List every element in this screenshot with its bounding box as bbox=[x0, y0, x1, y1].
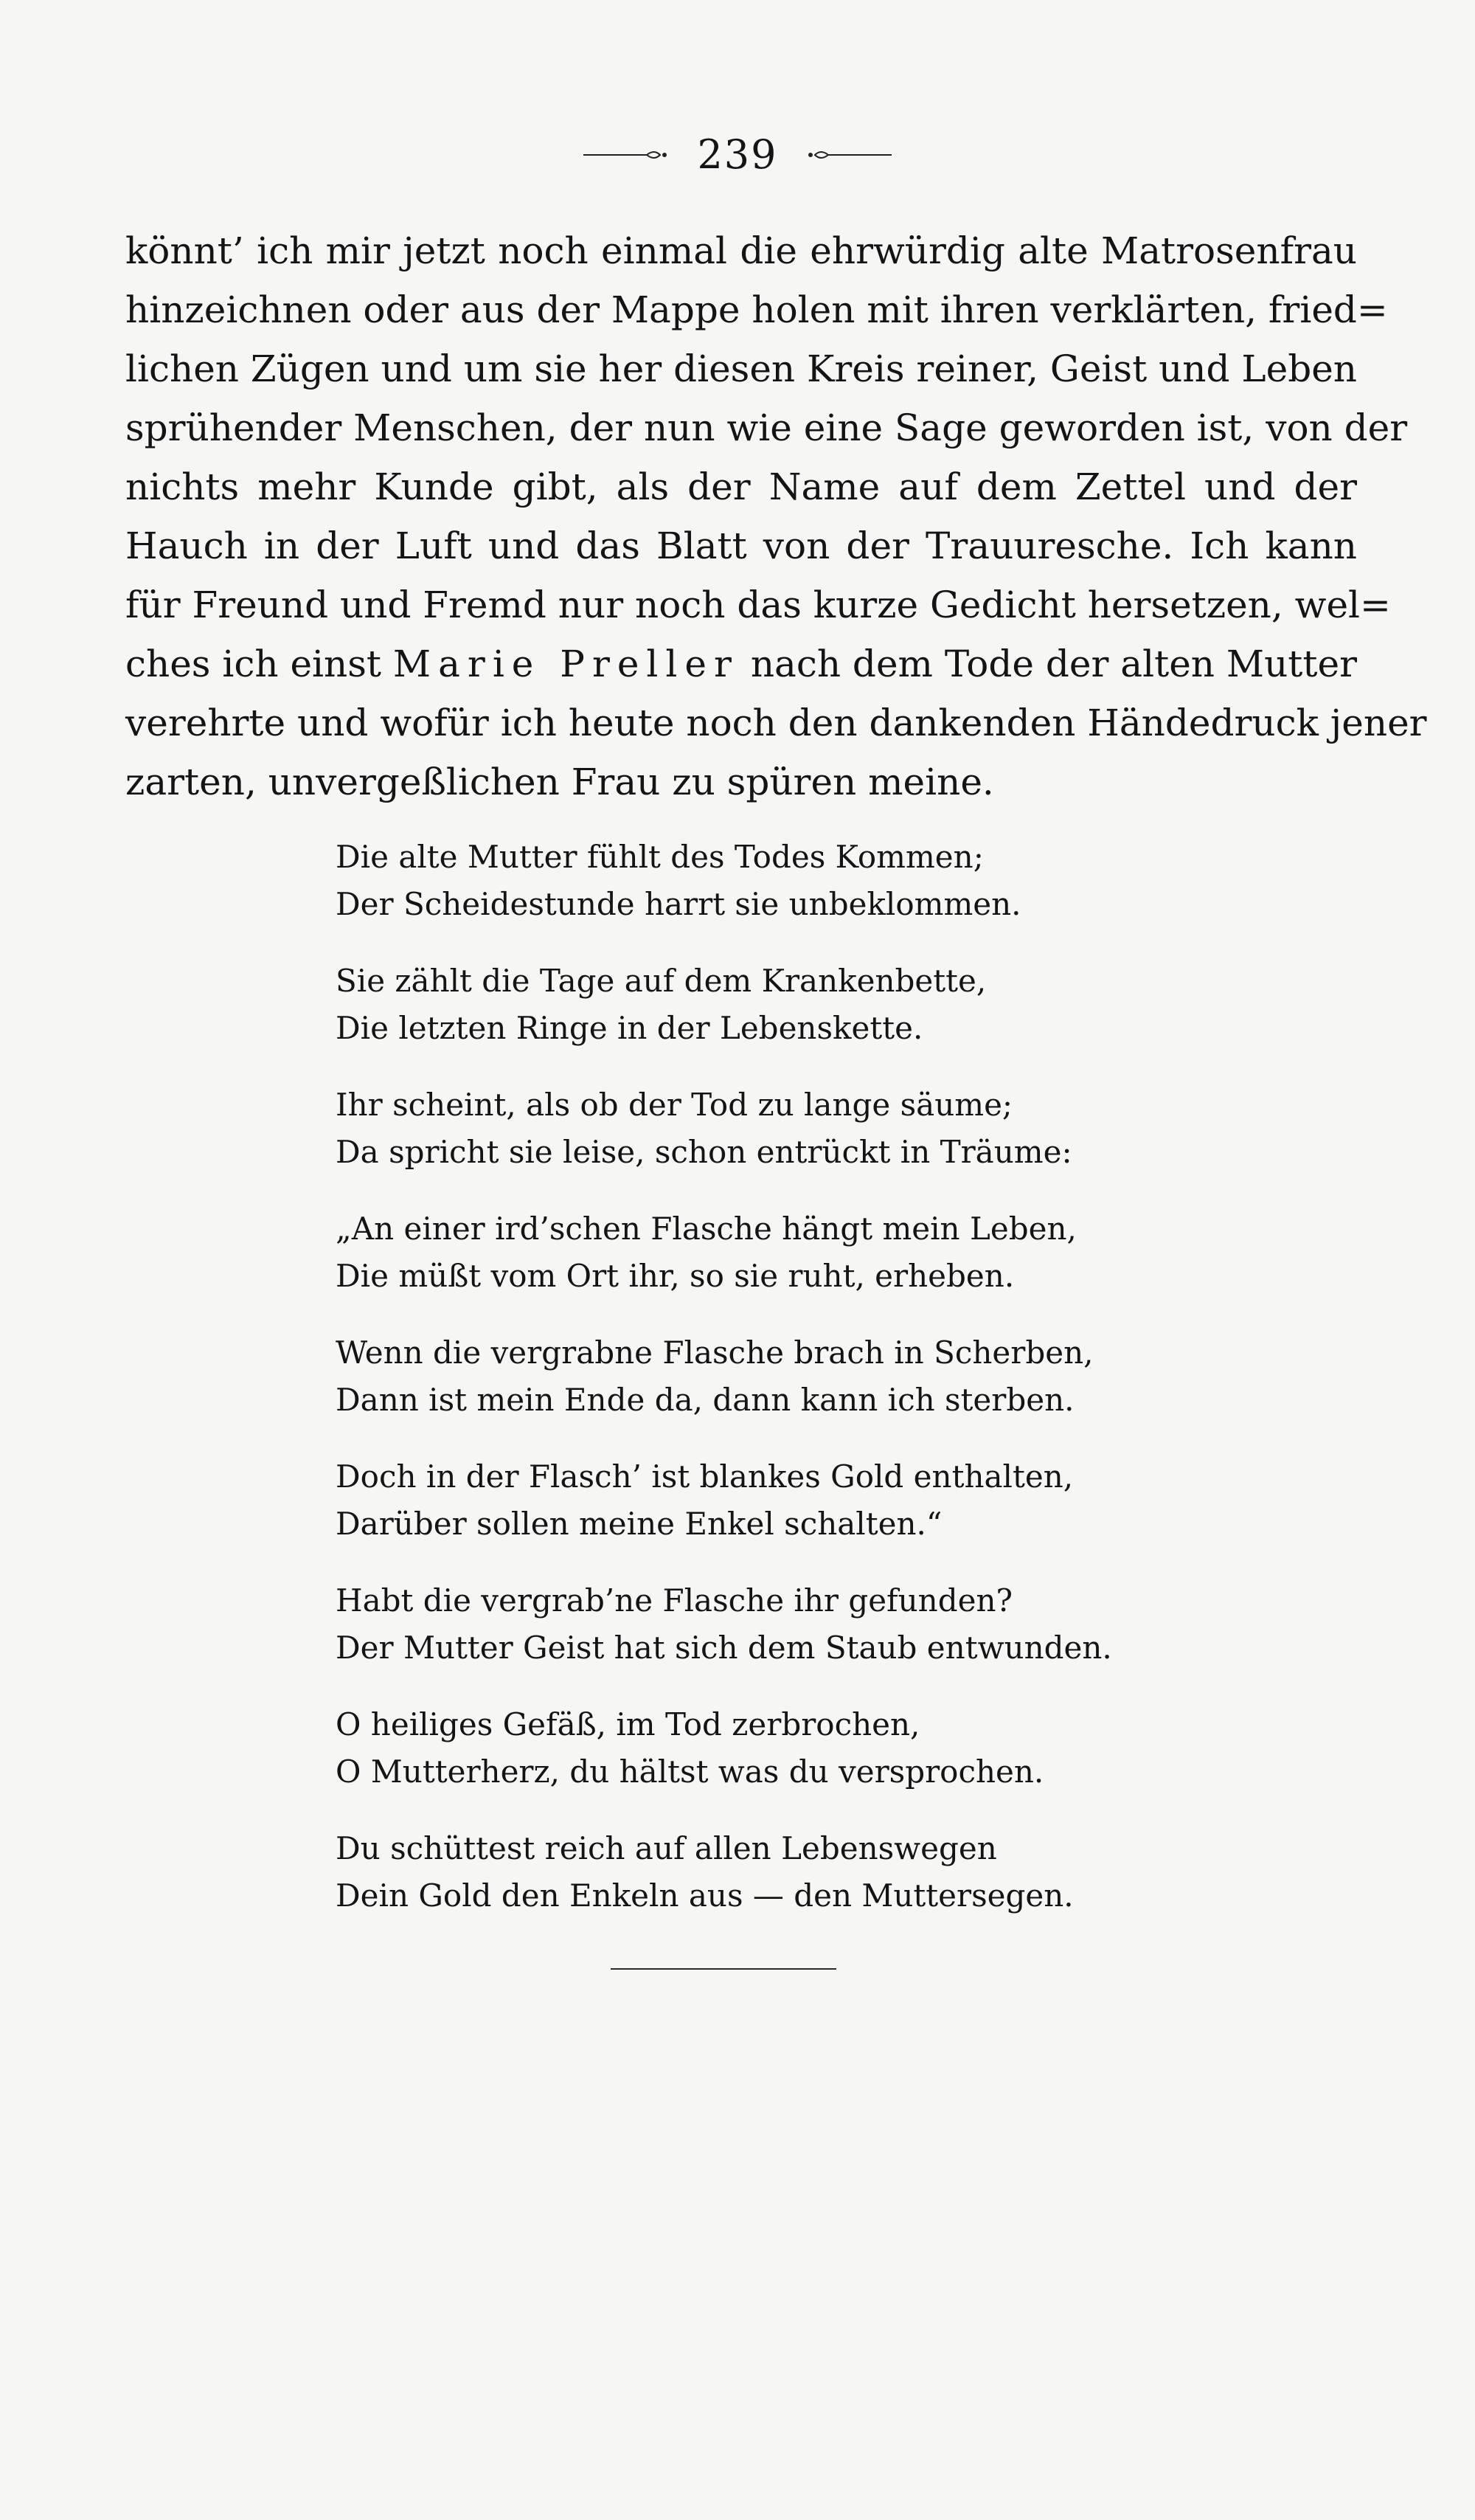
poem-stanza bbox=[336, 1329, 1294, 1424]
poem-line: Der Mutter Geist hat sich dem Staub entwunden. bbox=[336, 1630, 1112, 1666]
page-number: 239 bbox=[697, 131, 778, 178]
poem-line: Da spricht sie leise, schon entrückt in Träume: bbox=[336, 1134, 1072, 1170]
prose-fragment: ches ich einst bbox=[125, 643, 381, 685]
poem-stanza bbox=[336, 1453, 1294, 1548]
prose-line: für Freund und Fremd nur noch das kurze Gedicht hersetzen, wel= bbox=[125, 584, 1391, 626]
poem-line: O Mutterherz, du hältst was du versprochen. bbox=[336, 1754, 1044, 1790]
poem-stanza bbox=[336, 958, 1294, 1052]
poem-line: Die alte Mutter fühlt des Todes Kommen; bbox=[336, 839, 984, 875]
poem-line: „An einer ird’schen Flasche hängt mein Leben, bbox=[336, 1211, 1077, 1247]
poem-stanza bbox=[336, 834, 1294, 928]
poem-line: Ihr scheint, als ob der Tod zu lange säume; bbox=[336, 1087, 1013, 1123]
poem-line: Du schüttest reich auf allen Lebenswegen bbox=[336, 1830, 997, 1866]
poem-stanza bbox=[336, 1081, 1294, 1176]
right-ornament-icon bbox=[803, 148, 892, 162]
prose-line: sprühender Menschen, der nun wie eine Sage geworden ist, von der bbox=[125, 406, 1408, 449]
end-rule bbox=[611, 1968, 836, 1970]
poem-line: Wenn die vergrabne Flasche brach in Scherben, bbox=[336, 1335, 1094, 1371]
left-ornament-icon bbox=[583, 148, 672, 162]
poem-line: Habt die vergrab’ne Flasche ihr gefunden? bbox=[336, 1582, 1013, 1619]
prose-line-with-name bbox=[125, 634, 1357, 693]
poem-line: Dein Gold den Enkeln aus — den Muttersegen. bbox=[336, 1877, 1074, 1914]
page-header bbox=[0, 125, 1475, 184]
poem-stanza bbox=[336, 1577, 1294, 1672]
prose-paragraph bbox=[125, 221, 1427, 811]
prose-line: zarten, unvergeßlichen Frau zu spüren meine. bbox=[125, 761, 994, 803]
poem-line: Sie zählt die Tage auf dem Krankenbette, bbox=[336, 963, 987, 999]
poem-line: Die letzten Ringe in der Lebenskette. bbox=[336, 1010, 923, 1046]
poem-line: Die müßt vom Ort ihr, so sie ruht, erheben. bbox=[336, 1258, 1015, 1294]
prose-line: könnt’ ich mir jetzt noch einmal die ehrwürdig alte Matrosenfrau bbox=[125, 229, 1357, 272]
prose-fragment: nach dem Tode der alten Mutter bbox=[750, 643, 1357, 685]
poem-stanza bbox=[336, 1701, 1294, 1796]
prose-line: lichen Zügen und um sie her diesen Kreis reiner, Geist und Leben bbox=[125, 347, 1357, 390]
prose-line: hinzeichnen oder aus der Mappe holen mit ihren verklärten, fried= bbox=[125, 288, 1388, 331]
poem-line: Dann ist mein Ende da, dann kann ich sterben. bbox=[336, 1382, 1075, 1418]
prose-line: nichts mehr Kunde gibt, als der Name auf dem Zettel und der bbox=[125, 465, 1357, 508]
poem-line: Doch in der Flasch’ ist blankes Gold enthalten, bbox=[336, 1458, 1074, 1495]
spaced-name: Marie Preller bbox=[392, 643, 739, 685]
poem-line: Darüber sollen meine Enkel schalten.“ bbox=[336, 1506, 943, 1542]
poem-line: O heiliges Gefäß, im Tod zerbrochen, bbox=[336, 1706, 920, 1742]
prose-line: Hauch in der Luft und das Blatt von der Trauuresche. Ich kann bbox=[125, 525, 1357, 567]
poem bbox=[336, 834, 1294, 1949]
poem-line: Der Scheidestunde harrt sie unbeklommen. bbox=[336, 886, 1021, 922]
poem-stanza bbox=[336, 1825, 1294, 1920]
poem-stanza bbox=[336, 1205, 1294, 1300]
prose-line: verehrte und wofür ich heute noch den dankenden Händedruck jener bbox=[125, 702, 1427, 744]
